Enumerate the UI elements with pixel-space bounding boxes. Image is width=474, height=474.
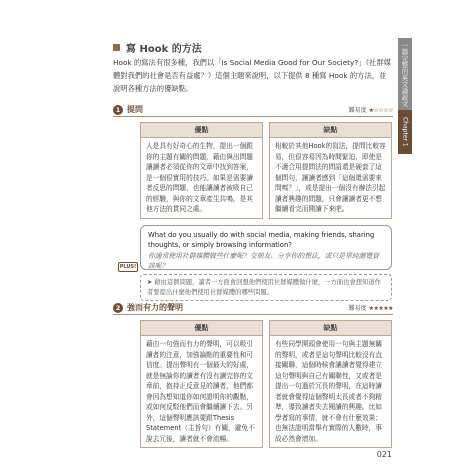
side-tab-topic: 一篇完整的英文論說文 xyxy=(398,38,412,110)
plus-note: ➤ 藉由這個問題，讀者一方面會回想他們使用社群媒體做什麼，一方面也會想知道作者要提出什麼他們使用社群媒體的哪些問題。 xyxy=(140,274,392,301)
page-number: 021 xyxy=(376,450,392,459)
cons-text: 相較於其他Hook的寫法，提問比較容易，但很容易因為時間緊迫，即使是不適合用提問法的問語還是硬套了這個問句，讓讀者感到「這個還需要來問嗎？」，或是提出一個沒有辦法引起讀者興趣的問題，只會讓讀者更不想繼續看完而開讀下來吧。 xyxy=(275,142,386,213)
method-1-difficulty xyxy=(349,105,393,114)
pros-header: 優點 xyxy=(141,321,262,336)
example-english: What do you usually do with social media, making friends, sharing thoughts, or simply browsing information? xyxy=(148,231,375,249)
method-1-title: 提問 xyxy=(127,105,143,114)
method-2-number-icon: 2 xyxy=(113,303,123,313)
method-1-pros-cons-table xyxy=(140,122,392,219)
section-heading xyxy=(113,40,202,55)
method-2-title: 強而有力的聲明 xyxy=(127,303,183,312)
section-marker-icon xyxy=(113,44,120,51)
cons-text: 有些同學開頭會使用一句與主題無關的聲明，或者是這句聲明比較沒有直接關聯，這個時候會讓讀者覺得建立這句聲明與自己有關聯性，又或者是提出一句過於冗長的聲明，在這時讀者就會覺得這個聲明太長或者不夠精準，導致讀者失去閱讀的興趣。比如學者寫的事情，就不會有什麼效果；也無法證明當舉有實際的人數時，事故必然會增加。 xyxy=(275,340,382,443)
section-title: 寫 Hook 的方法 xyxy=(126,44,202,55)
method-2-difficulty xyxy=(349,303,393,312)
method-1-number-icon: 1 xyxy=(113,105,123,115)
difficulty-stars-icon: ★★★★★ xyxy=(368,305,393,312)
method-2-pros-column xyxy=(140,320,263,448)
method-1-example-box xyxy=(140,225,392,270)
difficulty-label: 難易度 xyxy=(348,107,367,114)
cons-header: 缺點 xyxy=(270,321,391,336)
method-2-cons-column xyxy=(269,320,392,448)
method-2-header xyxy=(113,302,393,313)
cons-header: 缺點 xyxy=(270,123,391,138)
pros-header: 優點 xyxy=(141,123,262,138)
method-1-divider xyxy=(113,116,393,117)
pros-text: 人是具有好奇心的生物，提出一個跟你的主題有關的問題，藉由與出問題讓讀者必須從你的文章中找到答案，是一個很實用的技巧。如果是需要讀者反思的問題，也能讓讀者被吸自己的經驗，與你的文章產生共鳴，是其他方法的貫同之處。 xyxy=(146,142,253,213)
plus-badge-icon: PLUS! xyxy=(119,264,137,270)
section-intro: Hook 的寫法有很多種，我們以「Is Social Media Good for Our Society?」（社群媒體對我們的社會是否有益處？）這個主題來說明，以下提供 8 種寫 Hook 的方法，並說明各種方法的優缺點。 xyxy=(113,58,392,93)
pros-text: 藉由一句強而有力的聲明，可以吸引讀者的注意，加強論點的重要性和可信度。提出聲明有一個最大的好處，就是無論你的讀者有沒有讀完你的文章前，抱持正反意見的讀者，他們都會因為想知道你如何證明你的觀點，或如何反駁他們而會繼續讀下去。另外，這個聲明應該要跟Thesis Statement（主旨句）有關，避免不說去冗後，讀者就不會流暢。 xyxy=(146,340,255,443)
method-1-pros-column xyxy=(140,122,263,219)
difficulty-label: 難易度 xyxy=(348,305,367,312)
method-1-header xyxy=(113,104,393,115)
method-2-divider xyxy=(113,314,393,315)
method-2-pros-cons-table xyxy=(140,320,392,448)
method-1-cons-column xyxy=(269,122,392,219)
side-tab-chapter: Chapter 1 xyxy=(398,110,412,154)
difficulty-stars-icon: ★☆☆☆☆ xyxy=(368,107,393,114)
example-chinese: 你通常使用社群媒體做些什麼呢？交朋友、分享你的想法，或只是單純瀏覽資訊呢？ xyxy=(148,252,380,270)
